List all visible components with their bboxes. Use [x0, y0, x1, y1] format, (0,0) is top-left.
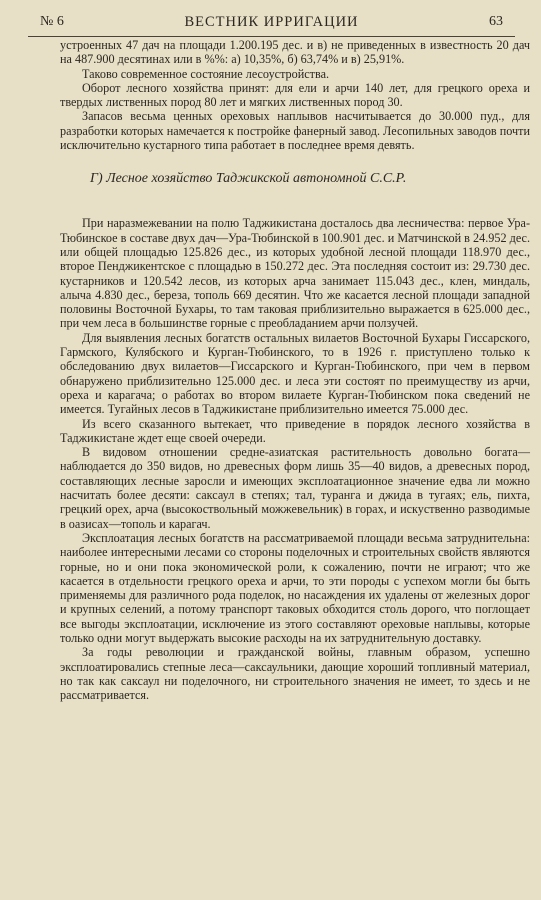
issue-number: № 6	[40, 14, 64, 29]
paragraph: Таково современное состояние лесоустройства.	[82, 66, 330, 81]
paragraph: Запасов весьма ценных ореховых наплывов насчитывается до 30.000 пуд., для разработки которых намечается к постройке фанерный завод. Лесопильных заводов почти исключительно кустарного типа работает в последнее время девять.	[60, 109, 530, 153]
paragraph: Эксплоатация лесных богатств на рассматриваемой площади весьма затруднительна: наиболее интересными лесами со стороны поделочных и строительных свойств являются горные, но и они пока экономической роли, к сожалению, почти не играют; что же касается в отдельности грецкого ореха и арчи, то эти породы с успехом могли бы быть применяемы для различного рода поделок, но насаждения их удалены от железных дорог и крупных селений, а потому транспорт таковых обходится столь дорого, что поглощает все выгоды эксплоатации, исключение из этого составляют ореховые наплывы, которые только одни могут выдержать высокие расходы на их затруднительную доставку.	[60, 530, 530, 645]
paragraph: устроенных 47 дач на площади 1.200.195 дес. и в) не приведенных в известность 20 дач на 487.900 десятинах или в %%: а) 10,35%, б) 63,74% и в) 25,91%.	[60, 38, 530, 67]
paragraph: Оборот лесного хозяйства принят: для ели и арчи 140 лет, для грецкого ореха и твердых лиственных пород 80 лет и мягких лиственных пород 30.	[60, 80, 530, 110]
paragraph: Из всего сказанного вытекает, что приведение в порядок лесного хозяйства в Таджикистане ждет еще своей очереди.	[60, 416, 530, 445]
running-header	[28, 10, 515, 37]
journal-title: ВЕСТНИК ИРРИГАЦИИ	[184, 14, 359, 30]
section-heading: Г) Лесное хозяйство Таджикской автономной С.С.Р.	[90, 171, 407, 187]
paragraph: За годы революции и гражданской войны, главным образом, успешно эксплоатировались степные леса—саксаульники, дающие хороший топливный материал, но так как саксаул ни поделочного, ни строительного значения не имеет, то здесь и не рассматривается.	[60, 645, 530, 703]
article-body	[60, 38, 530, 702]
page-number: 63	[489, 14, 503, 29]
paragraph: В видовом отношении средне-азиатская растительность довольно богата—наблюдается до 350 видов, но древесных форм лишь 35—40 видов, а древесных пород, составляющих лесные заросли и имеющих эксплоатационное значение едва ли можно насчитать более десяти: саксаул в степях; тал, туранга и джида в тугаях; ель, пихта, грецкий орех, арча (высокоствольный можжевельник) в горах, и искуственно разводимые в оазисах—тополь и карагач.	[60, 445, 530, 531]
paragraph: Для выявления лесных богатств остальных вилаетов Восточной Бухары Гиссарского, Гармского, Кулябского и Курган-Тюбинского, то в 1926 г. приступлено только к обследованию двух вилаетов—Гиссарского и Курган-Тюбинского, при чем в первом обнаружено приблизительно 125.000 дес. и леса эти состоят по преимуществу из арчи, ореха и карагача; о работах во втором вилаете Курган-Тюбинском пока сведений не имеется. Тугайных лесов в Таджикистане приблизительно имеется 75.000 дес.	[60, 330, 530, 417]
paragraph: При наразмежевании на полю Таджикистана досталось два лесничества: первое Ура-Тюбинское в составе двух дач—Ура-Тюбинской в 100.901 дес. и Матчинской в 24.952 дес. или общей площадью 125.826 дес., из которых удобной лесной площади 118.970 дес., второе Пенджикентское с площадью в 150.272 дес. Эта последняя состоит из: 29.730 дес. кустарников и 120.542 лесов, из которых арча занимает 115.043 дес., клен, миндаль, алыча 4.830 дес., береза, тополь 669 десятин. Что же касается лесной площади западной половины Восточной Бухары, то там таковая приблизительно выражается в 625.000 дес., при чем леса в большинстве горные с преобладанием арчи ползучей.	[60, 216, 530, 331]
